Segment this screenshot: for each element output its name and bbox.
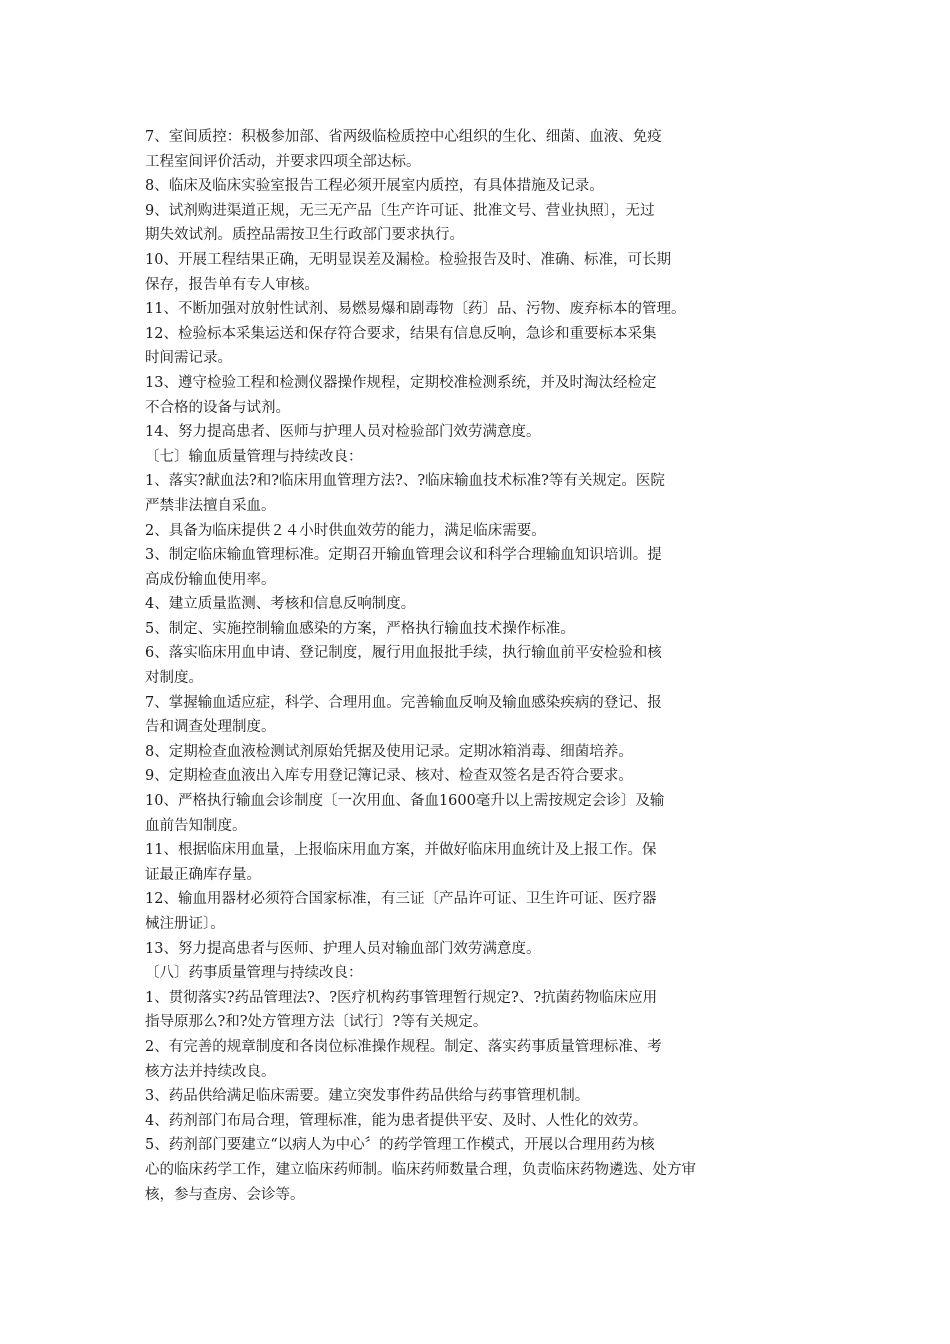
text-line: 3、药品供给满足临床需要。建立突发事件药品供给与药事管理机制。	[145, 1088, 590, 1105]
document-page	[145, 125, 795, 1207]
text-line: 核，参与查房、会诊等。	[145, 1186, 305, 1203]
text-line: 6、落实临床用血申请、登记制度，履行用血报批手续，执行输血前平安检验和核	[145, 645, 662, 662]
text-line: 11、根据临床用血量，上报临床用血方案，并做好临床用血统计及上报工作。保	[145, 842, 657, 859]
text-line: 8、定期检查血液检测试剂原始凭据及使用记录。定期冰箱消毒、细菌培养。	[145, 743, 633, 760]
text-line: 心的临床药学工作，建立临床药师制。临床药师数量合理，负责临床药物遴选、处方审	[145, 1161, 696, 1178]
text-line: 时间需记录。	[145, 350, 232, 367]
text-line: 严禁非法擅自采血。	[145, 497, 276, 514]
text-line: 血前告知制度。	[145, 817, 247, 834]
text-line: 5、制定、实施控制输血感染的方案，严格执行输血技术操作标准。	[145, 620, 575, 637]
text-line: 1、贯彻落实?药品管理法?、?医疗机构药事管理暂行规定?、?抗菌药物临床应用	[145, 989, 658, 1006]
text-line: 8、临床及临床实验室报告工程必须开展室内质控，有具体措施及记录。	[145, 178, 604, 195]
text-line: 13、遵守检验工程和检测仪器操作规程，定期校准检测系统，并及时淘汰经检定	[145, 374, 657, 391]
text-line: 〔八〕药事质量管理与持续改良：	[145, 965, 363, 982]
text-line: 不合格的设备与试剂。	[145, 399, 290, 416]
text-line: 12、检验标本采集运送和保存符合要求，结果有信息反响，急诊和重要标本采集	[145, 325, 657, 342]
text-line: 1、落实?献血法?和?临床用血管理方法?、?临床输血技术标准?等有关规定。医院	[145, 473, 665, 490]
text-line: 证最正确库存量。	[145, 866, 261, 883]
text-line: 4、建立质量监测、考核和信息反响制度。	[145, 596, 416, 613]
text-line: 保存，报告单有专人审核。	[145, 276, 319, 293]
text-line: 2、有完善的规章制度和各岗位标准操作规程。制定、落实药事质量管理标准、考	[145, 1038, 662, 1055]
text-line: 指导原那么?和?处方管理方法〔试行〕?等有关规定。	[145, 1014, 488, 1031]
text-line: 9、定期检查血液出入库专用登记簿记录、核对、检查双签名是否符合要求。	[145, 768, 633, 785]
text-line: 13、努力提高患者与医师、护理人员对输血部门效劳满意度。	[145, 940, 541, 957]
text-line: 告和调查处理制度。	[145, 719, 276, 736]
text-line: 9、试剂购进渠道正规，无三无产品〔生产许可证、批准文号、营业执照〕，无过	[145, 202, 655, 219]
text-line: 高成份输血使用率。	[145, 571, 276, 588]
text-line: 11、不断加强对放射性试剂、易燃易爆和剧毒物〔药〕品、污物、废弃标本的管理。	[145, 301, 686, 318]
text-line: 7、掌握输血适应症，科学、合理用血。完善输血反响及输血感染疾病的登记、报	[145, 694, 662, 711]
text-line: 12、输血用器材必须符合国家标准，有三证〔产品许可证、卫生许可证、医疗器	[145, 891, 657, 908]
text-line: 对制度。	[145, 670, 203, 687]
text-line: 械注册证〕。	[145, 916, 225, 932]
text-line: 10、严格执行输血会诊制度〔一次用血、备血1600毫升以上需按规定会诊〕及输	[145, 793, 665, 810]
text-line: 14、努力提高患者、医师与护理人员对检验部门效劳满意度。	[145, 424, 541, 441]
text-line: 核方法并持续改良。	[145, 1063, 276, 1080]
text-line: 2、具备为临床提供２４小时供血效劳的能力，满足临床需要。	[145, 522, 546, 539]
text-line: 4、药剂部门布局合理，管理标准，能为患者提供平安、及时、人性化的效劳。	[145, 1112, 648, 1129]
text-line: 工程室间评价活动，并要求四项全部达标。	[145, 153, 421, 170]
text-line: 3、制定临床输血管理标准。定期召开输血管理会议和科学合理输血知识培训。提	[145, 547, 662, 564]
text-line: 10、开展工程结果正确，无明显误差及漏检。检验报告及时、准确、标准，可长期	[145, 251, 671, 268]
text-line: 5、药剂部门要建立“以病人为中心〞的药学管理工作模式，开展以合理用药为核	[145, 1137, 655, 1154]
text-line: 期失效试剂。质控品需按卫生行政部门要求执行。	[145, 227, 464, 244]
text-line: 〔七〕输血质量管理与持续改良：	[145, 448, 363, 465]
text-line: 7、室间质控：积极参加部、省两级临检质控中心组织的生化、细菌、血液、免疫	[145, 129, 662, 145]
